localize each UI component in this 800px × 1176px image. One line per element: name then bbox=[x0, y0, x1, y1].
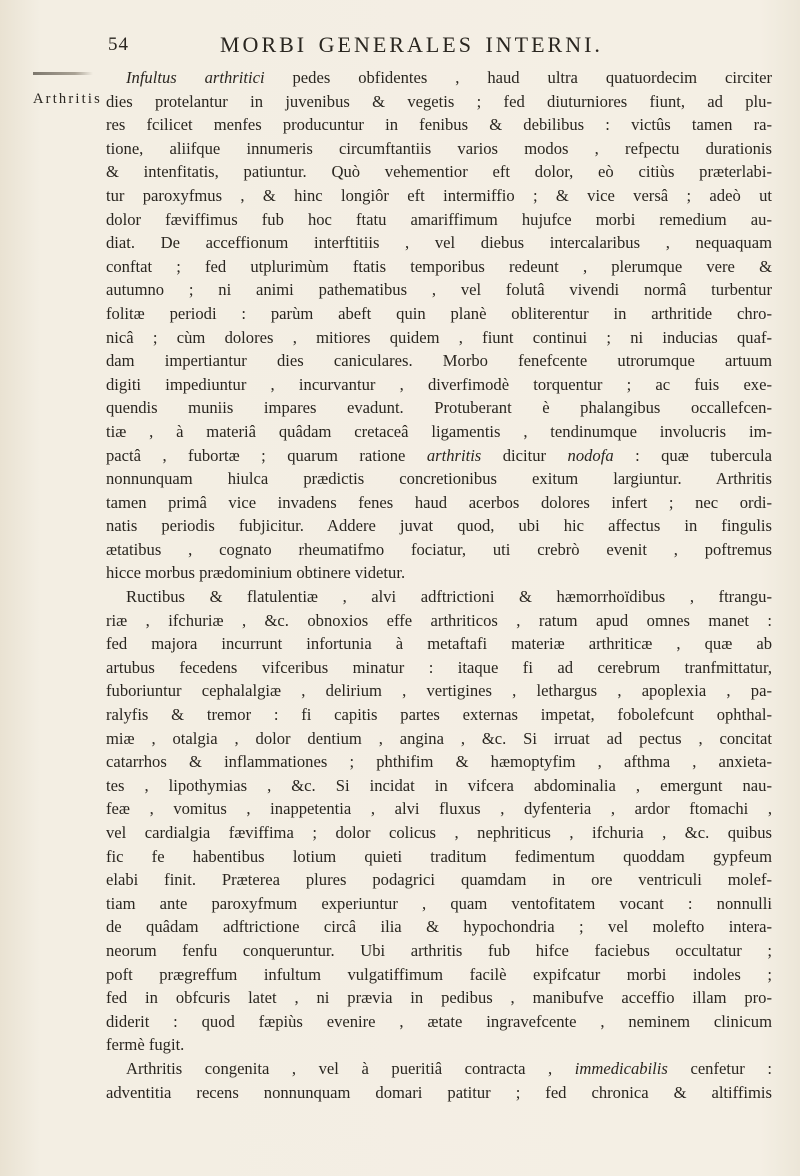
text-segment: hicce morbus prædominium obtinere videtur. bbox=[106, 563, 406, 583]
margin-rule bbox=[33, 72, 93, 75]
text-line bbox=[106, 113, 772, 137]
text-line bbox=[106, 420, 772, 444]
text-segment: tes , lipothymias , &c. Si incidat in vifcera abdominalia , emergunt nau- bbox=[106, 775, 772, 795]
text-line bbox=[106, 1057, 772, 1081]
text-segment: fermè fugit. bbox=[106, 1035, 185, 1055]
text-line bbox=[106, 1033, 772, 1057]
text-segment: tamen primâ vice invadens fenes haud acerbos dolores infert ; nec ordi- bbox=[106, 492, 772, 512]
text-segment: diderit : quod fæpiùs evenire , ætate ingravefcente , neminem clinicum bbox=[106, 1011, 772, 1031]
text-line bbox=[106, 632, 772, 656]
text-segment: vel cardialgia fæviffima ; dolor colicus , nephriticus , ifchuria , &c. quibus bbox=[106, 823, 772, 842]
italic-term: nodofa bbox=[567, 445, 614, 465]
text-segment: catarrhos & inflammationes ; phthifim & hæmoptyfim , afthma , anxieta- bbox=[106, 752, 772, 772]
text-segment: pedes obfidentes , haud ultra quatuordecim circiter bbox=[264, 68, 772, 87]
text-line bbox=[106, 892, 772, 916]
body-text bbox=[106, 66, 772, 1104]
text-line bbox=[106, 561, 772, 585]
page-number: 54 bbox=[108, 34, 129, 55]
italic-term: immedicabilis bbox=[574, 1058, 668, 1078]
text-segment: elabi finit. Præterea plures podagrici quamdam in ore ventriculi molef- bbox=[106, 870, 772, 890]
text-line bbox=[106, 538, 772, 562]
text-segment: autumno ; ni animi pathematibus , vel folutâ vivendi normâ turbentur bbox=[106, 280, 772, 300]
text-segment: adventitia recens nonnunquam domari patitur ; fed chronica & altiffimis bbox=[106, 1082, 772, 1102]
text-segment: miæ , otalgia , dolor dentium , angina , &c. Si irruat ad pectus , concitat bbox=[106, 728, 772, 748]
text-line bbox=[106, 939, 772, 963]
text-segment: ætatibus , cognato rheumatifmo fociatur, uti crebrò evenit , poftremus bbox=[106, 539, 772, 559]
text-line bbox=[106, 986, 772, 1010]
text-line bbox=[106, 797, 772, 821]
text-segment: : quæ tubercula bbox=[613, 445, 772, 465]
text-line bbox=[106, 915, 772, 939]
text-line bbox=[106, 821, 772, 845]
text-segment: riæ , ifchuriæ , &c. obnoxios effe arthriticos , ratum apud omnes manet : bbox=[106, 610, 772, 630]
text-line bbox=[106, 868, 772, 892]
text-segment: tiæ , à materiâ quâdam cretaceâ ligamentis , tendinumque involucris im- bbox=[106, 421, 772, 441]
running-head: MORBI GENERALES INTERNI. bbox=[220, 32, 603, 57]
text-line bbox=[106, 845, 772, 869]
text-line bbox=[106, 255, 772, 279]
text-segment: de quâdam adftrictione circâ ilia & hypochondria ; vel molefto intera- bbox=[106, 917, 772, 937]
text-segment: fuboriuntur cephalalgiæ , delirium , vertigines , lethargus , apoplexia , pa- bbox=[106, 681, 772, 701]
italic-term: arthritis bbox=[426, 445, 482, 465]
text-line bbox=[106, 349, 772, 373]
text-segment: nicâ ; cùm dolores , mitiores quidem , fiunt continui ; ni inducias quaf- bbox=[106, 327, 772, 347]
marginal-note: Arthritis bbox=[33, 91, 102, 107]
text-segment: fed majora incurrunt infortunia à metaftafi materiæ arthriticæ , quæ ab bbox=[106, 634, 772, 654]
text-line bbox=[106, 750, 772, 774]
text-segment: dam impertiantur dies caniculares. Morbo fenefcente utrorumque artuum bbox=[106, 351, 772, 371]
text-line bbox=[106, 66, 772, 90]
text-line bbox=[106, 963, 772, 987]
text-segment: & intenfitatis, patiuntur. Quò vehementior eft dolor, eò citiùs præterlabi- bbox=[106, 162, 772, 182]
text-line bbox=[106, 514, 772, 538]
text-segment: nonnunquam hiulca prædictis concretionibus exitum largiuntur. Arthritis bbox=[106, 469, 772, 489]
text-line bbox=[106, 774, 772, 798]
text-segment: Ructibus & flatulentiæ , alvi adftrictioni & hæmorrhoïdibus , ftrangu- bbox=[126, 587, 772, 607]
text-line bbox=[106, 585, 772, 609]
text-line bbox=[106, 326, 772, 350]
text-segment: dolor fæviffimus fub hoc ftatu amariffimum hujufce morbi remedium au- bbox=[106, 209, 772, 229]
text-segment: tur paroxyfmus , & hinc longiôr eft intermiffio ; & vice versâ ; adeò ut bbox=[106, 185, 772, 205]
text-line bbox=[106, 184, 772, 208]
text-line bbox=[106, 491, 772, 515]
text-line bbox=[106, 656, 772, 680]
text-segment: tione, aliifque innumeris circumftantiis varios modos , refpectu durationis bbox=[106, 138, 772, 158]
text-line bbox=[106, 373, 772, 397]
text-line bbox=[106, 90, 772, 114]
text-segment: poft prægreffum infultum vulgatiffimum facilè expifcatur morbi indoles ; bbox=[106, 964, 772, 984]
text-segment: fic fe habentibus lotium quieti traditum fedimentum quoddam gypfeum bbox=[106, 846, 772, 866]
text-segment: feæ , vomitus , inappetentia , alvi fluxus , dyfenteria , ardor ftomachi , bbox=[106, 799, 772, 819]
text-segment: pactâ , fubortæ ; quarum ratione bbox=[106, 445, 427, 465]
text-segment: cenfetur : bbox=[667, 1058, 772, 1078]
text-segment: folitæ periodi : parùm abeft quin planè obliterentur in arthritide chro- bbox=[106, 303, 772, 323]
text-line bbox=[106, 278, 772, 302]
text-segment: dies protelantur in juvenibus & vegetis ; fed diuturniores fiunt, ad plu- bbox=[106, 91, 772, 111]
text-line bbox=[106, 609, 772, 633]
text-segment: artubus fecedens vifceribus minatur : itaque fi ad cerebrum tranfmittatur, bbox=[106, 657, 772, 677]
text-segment: Arthritis congenita , vel à pueritiâ contracta , bbox=[126, 1058, 575, 1078]
text-segment: conftat ; fed utplurimùm ftatis temporibus redeunt , plerumque vere & bbox=[106, 256, 772, 276]
text-line bbox=[106, 444, 772, 468]
text-line bbox=[106, 137, 772, 161]
text-line bbox=[106, 302, 772, 326]
text-segment: tiam ante paroxyfmum experiuntur , quam ventofitatem vocant : nonnulli bbox=[106, 893, 772, 913]
text-segment: diat. De acceffionum interftitiis , vel diebus intercalaribus , nequaquam bbox=[106, 233, 772, 253]
text-line bbox=[106, 1081, 772, 1105]
text-line bbox=[106, 727, 772, 751]
text-line bbox=[106, 1010, 772, 1034]
text-segment: digiti impediuntur , incurvantur , diverfimodè torquentur ; ac fuis exe- bbox=[106, 374, 772, 394]
text-segment: natis periodis fubjicitur. Addere juvat quod, ubi hic affectus in fingulis bbox=[106, 516, 772, 536]
text-segment: res fcilicet menfes producuntur in fenibus & debilibus : victûs tamen ra- bbox=[106, 115, 772, 135]
text-segment: neorum fenfu conqueruntur. Ubi arthritis fub hifce faciebus occultatur ; bbox=[106, 940, 772, 960]
italic-term: Infultus arthritici bbox=[126, 68, 265, 87]
text-segment: dicitur bbox=[481, 445, 568, 465]
text-line bbox=[106, 679, 772, 703]
text-line bbox=[106, 703, 772, 727]
text-line bbox=[106, 160, 772, 184]
text-line bbox=[106, 231, 772, 255]
text-segment: fed in obfcuris latet , ni prævia in pedibus , manibufve acceffio illam pro- bbox=[106, 988, 772, 1008]
text-line bbox=[106, 396, 772, 420]
text-segment: quendis muniis impares evadunt. Protuberant è phalangibus occallefcen- bbox=[106, 398, 772, 418]
text-segment: ralyfis & tremor : fi capitis partes externas impetat, fobolefcunt ophthal- bbox=[106, 705, 772, 725]
text-line bbox=[106, 208, 772, 232]
text-line bbox=[106, 467, 772, 491]
